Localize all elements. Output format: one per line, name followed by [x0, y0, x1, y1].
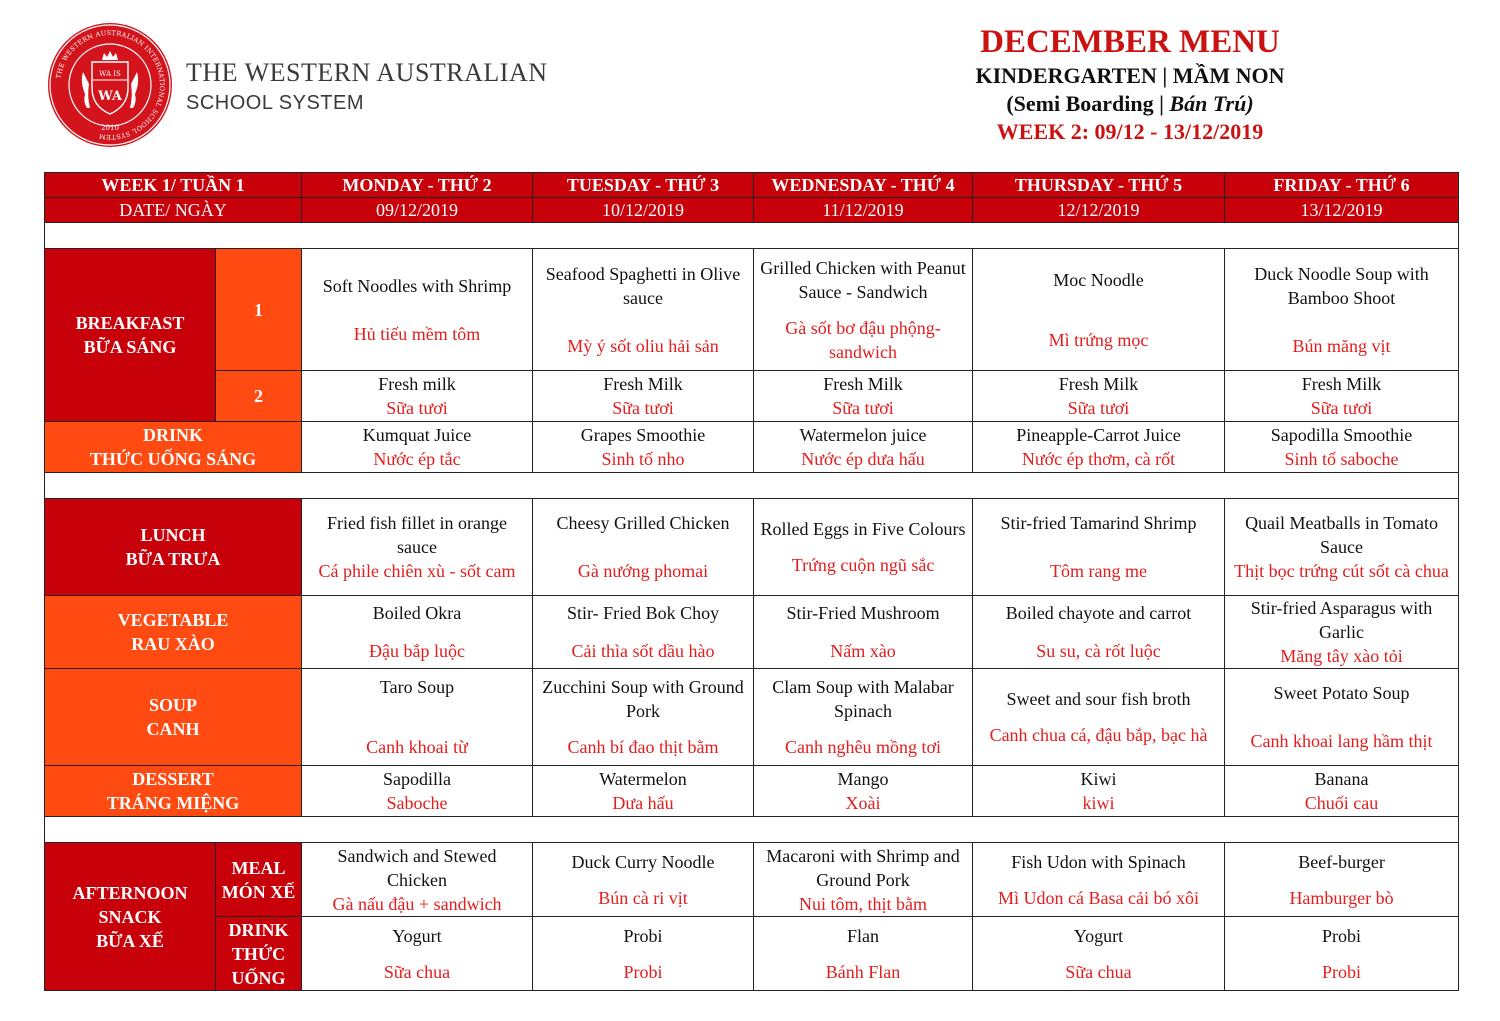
menu-cell — [302, 669, 533, 766]
dish-en: Boiled chayote and carrot — [1005, 603, 1192, 623]
menu-cell — [754, 766, 973, 817]
menu-cell — [1225, 499, 1459, 596]
dish-en: Probi — [1322, 925, 1362, 946]
menu-cell — [533, 249, 754, 371]
menu-cell — [973, 371, 1225, 422]
dish-en: Sandwich and Stewed Chicken — [337, 845, 497, 890]
menu-level: KINDERGARTEN | MẦM NON — [975, 63, 1285, 88]
school-name — [186, 58, 548, 116]
dish-vn: Gà nướng phomai — [577, 561, 709, 581]
dish-vn: kiwi — [1082, 793, 1115, 813]
boarding-label-italic: Bán Trú) — [1169, 91, 1254, 116]
dish-en: Fresh Milk — [1301, 374, 1382, 394]
logo-ring-text: THE WESTERN AUSTRALIAN INTERNATIONAL SCHOOL SYSTEM — [54, 28, 167, 142]
dish-vn: Cá phile chiên xù - sốt cam — [318, 561, 516, 581]
dish-en: Yogurt — [1073, 925, 1124, 946]
dish-vn: Sữa tươi — [1310, 398, 1373, 418]
menu-cell — [973, 596, 1225, 669]
dish-vn: Canh nghêu mồng tơi — [785, 737, 942, 757]
vegetable-row — [45, 596, 1459, 669]
snack-drink-label — [216, 917, 302, 991]
menu-boarding — [900, 90, 1360, 118]
dish-vn: Canh khoai lang hầm thịt — [1250, 731, 1433, 751]
dish-vn: Trứng cuộn ngũ sắc — [791, 555, 935, 575]
dish-en: Quail Meatballs in Tomato Sauce — [1245, 513, 1438, 557]
dish-vn: Mỳ ý sốt oliu hải sản — [567, 335, 719, 356]
dish-en: Duck Noodle Soup with Bamboo Shoot — [1254, 263, 1429, 308]
school-crest-icon — [47, 22, 173, 148]
menu-cell — [973, 422, 1225, 473]
dish-en: Sapodilla — [383, 769, 452, 789]
dish-vn: Sinh tố saboche — [1284, 449, 1399, 469]
logo-year: 2010 — [101, 124, 119, 132]
menu-cell — [533, 371, 754, 422]
dish-vn: Saboche — [386, 793, 448, 813]
lunch-row — [45, 499, 1459, 596]
breakfast-label-en: BREAKFAST — [75, 313, 185, 333]
day-header: THURSDAY - THỨ 5 — [973, 173, 1225, 198]
logo-shield-text: WA IS — [99, 70, 121, 78]
menu-cell — [302, 249, 533, 371]
menu-cell — [1225, 596, 1459, 669]
snack-drink-label-3: UỐNG — [231, 967, 286, 988]
menu-cell — [754, 499, 973, 596]
dish-vn: Nấm xào — [830, 641, 896, 661]
menu-cell — [754, 917, 973, 991]
day-header: MONDAY - THỨ 2 — [302, 173, 533, 198]
dish-vn: Sữa tươi — [386, 398, 448, 418]
day-header: WEDNESDAY - THỨ 4 — [754, 173, 973, 198]
drink-row — [45, 422, 1459, 473]
menu-cell — [1225, 669, 1459, 766]
menu-title: DECEMBER MENU — [980, 24, 1280, 60]
menu-cell — [1225, 249, 1459, 371]
snack-drink-label-1: DRINK — [228, 919, 289, 940]
school-logo — [47, 22, 173, 148]
dish-vn: Bánh Flan — [825, 961, 901, 982]
snack-label-1: AFTERNOON — [72, 882, 188, 903]
lunch-label-en: LUNCH — [140, 525, 206, 545]
dish-en: Zucchini Soup with Ground Pork — [542, 677, 744, 721]
dish-vn: Nước ép dưa hấu — [801, 449, 925, 469]
date-cell: 09/12/2019 — [302, 198, 533, 223]
dish-en: Banana — [1314, 769, 1369, 789]
menu-cell — [1225, 422, 1459, 473]
dish-en: Rolled Eggs in Five Colours — [760, 519, 966, 539]
menu-cell — [533, 917, 754, 991]
menu-cell — [302, 499, 533, 596]
dish-en: Stir-fried Tamarind Shrimp — [1000, 513, 1197, 533]
breakfast-sub-1: 1 — [216, 249, 302, 371]
menu-cell — [973, 843, 1225, 917]
snack-drink-label-2: THỨC — [231, 943, 286, 964]
menu-cell — [754, 669, 973, 766]
drink-label-en: DRINK — [143, 425, 204, 445]
boarding-label: (Semi Boarding | — [1006, 91, 1170, 116]
menu-cell — [973, 249, 1225, 371]
dish-en: Mango — [837, 769, 889, 789]
dish-en: Stir- Fried Bok Choy — [566, 603, 720, 623]
dessert-row — [45, 766, 1459, 817]
dish-vn: Sữa tươi — [612, 398, 674, 418]
dish-vn: Bún măng vịt — [1292, 335, 1391, 356]
school-name-line2: SCHOOL SYSTEM — [186, 92, 365, 114]
snack-meal-label-2: MÓN XẾ — [221, 881, 296, 902]
dessert-label-en: DESSERT — [132, 769, 214, 789]
menu-cell — [1225, 371, 1459, 422]
lunch-label-vn: BỮA TRƯA — [125, 549, 221, 569]
vegetable-label — [45, 596, 302, 669]
snack-meal-label-1: MEAL — [231, 857, 286, 878]
dish-en: Fresh Milk — [1058, 374, 1139, 394]
spacer-row — [45, 223, 1459, 249]
menu-cell — [302, 596, 533, 669]
day-header: FRIDAY - THỨ 6 — [1225, 173, 1459, 198]
dish-en: Fresh milk — [378, 374, 456, 394]
dish-vn: Măng tây xào tỏi — [1280, 646, 1403, 666]
spacer-cell — [45, 817, 1459, 843]
menu-cell — [302, 766, 533, 817]
dish-en: Watermelon — [599, 769, 687, 789]
menu-cell — [754, 596, 973, 669]
spacer-cell — [45, 223, 1459, 249]
menu-cell — [754, 422, 973, 473]
dish-en: Probi — [623, 925, 663, 946]
dish-en: Cheesy Grilled Chicken — [556, 513, 730, 533]
menu-cell — [754, 371, 973, 422]
menu-cell — [302, 371, 533, 422]
dish-en: Fresh Milk — [603, 374, 683, 394]
dish-vn: Hamburger bò — [1289, 887, 1394, 908]
dish-vn: Sữa tươi — [832, 398, 894, 418]
soup-label — [45, 669, 302, 766]
soup-label-vn: CANH — [146, 719, 200, 739]
spacer-cell — [45, 473, 1459, 499]
dish-en: Duck Curry Noodle — [571, 851, 715, 872]
dish-en: Stir-Fried Mushroom — [786, 603, 940, 623]
dish-en: Fried fish fillet in orange sauce — [327, 513, 507, 557]
menu-cell — [754, 249, 973, 371]
menu-cell — [973, 766, 1225, 817]
dish-en: Pineapple-Carrot Juice — [1016, 425, 1181, 445]
dish-en: Stir-fried Asparagus with Garlic — [1250, 598, 1433, 642]
dish-vn: Hủ tiếu mềm tôm — [353, 323, 481, 344]
menu-cell — [1225, 843, 1459, 917]
dish-vn: Gà sốt bơ đậu phộng- sandwich — [785, 317, 941, 362]
soup-row — [45, 669, 1459, 766]
dish-en: Fresh Milk — [823, 374, 903, 394]
dish-en: Taro Soup — [379, 677, 455, 697]
soup-label-en: SOUP — [149, 695, 198, 715]
dish-en: Kumquat Juice — [362, 425, 472, 445]
menu-cell — [973, 669, 1225, 766]
menu-cell — [302, 843, 533, 917]
breakfast-label-vn: BỮA SÁNG — [83, 337, 177, 357]
spacer-row — [45, 473, 1459, 499]
dish-en: Macaroni with Shrimp and Ground Pork — [766, 845, 960, 890]
dish-vn: Sinh tố nho — [601, 449, 685, 469]
dish-vn: Nước ép thơm, cà rốt — [1021, 449, 1176, 469]
dish-vn: Gà nấu đậu + sandwich — [332, 893, 502, 914]
dish-en: Fish Udon with Spinach — [1011, 851, 1186, 872]
dish-en: Watermelon juice — [799, 425, 927, 445]
dish-en: Boiled Okra — [372, 603, 462, 623]
dish-vn: Mì Udon cá Basa cải bó xôi — [998, 887, 1199, 908]
snack-meal-row — [45, 843, 1459, 917]
dish-vn: Sữa chua — [1065, 961, 1132, 982]
dish-vn: Canh bí đao thịt bằm — [567, 737, 719, 757]
dish-vn: Đậu bắp luộc — [369, 641, 465, 661]
dish-en: Yogurt — [392, 925, 442, 946]
dish-en: Sweet and sour fish broth — [1006, 689, 1191, 709]
day-header: TUESDAY - THỨ 3 — [533, 173, 754, 198]
dish-vn: Thịt bọc trứng cút sốt cà chua — [1234, 561, 1449, 581]
breakfast-row-2 — [45, 371, 1459, 422]
dish-en: Grilled Chicken with Peanut Sauce - Sandwich — [760, 257, 966, 302]
vegetable-label-en: VEGETABLE — [117, 610, 229, 630]
dish-vn: Cải thìa sốt dầu hào — [571, 641, 715, 661]
dish-vn: Probi — [623, 961, 663, 982]
date-cell: 13/12/2019 — [1225, 198, 1459, 223]
week-label: WEEK 1/ TUẦN 1 — [45, 173, 302, 198]
dish-vn: Chuối cau — [1304, 793, 1379, 813]
menu-cell — [754, 843, 973, 917]
lunch-label — [45, 499, 302, 596]
date-cell: 10/12/2019 — [533, 198, 754, 223]
logo-monogram: WA — [98, 89, 122, 104]
snack-label — [45, 843, 216, 991]
menu-cell — [302, 917, 533, 991]
menu-cell — [1225, 766, 1459, 817]
menu-cell — [533, 499, 754, 596]
dish-en: Seafood Spaghetti in Olive sauce — [545, 263, 741, 308]
snack-drink-row — [45, 917, 1459, 991]
dish-en: Sapodilla Smoothie — [1270, 425, 1413, 445]
dish-en: Sweet Potato Soup — [1273, 683, 1410, 703]
dessert-label-vn: TRÁNG MIỆNG — [106, 793, 240, 813]
snack-label-2: SNACK — [98, 906, 162, 927]
menu-header — [900, 22, 1360, 146]
snack-meal-label — [216, 843, 302, 917]
menu-week: WEEK 2: 09/12 - 13/12/2019 — [996, 119, 1264, 144]
dish-vn: Bún cà ri vịt — [598, 887, 688, 908]
menu-cell — [533, 766, 754, 817]
menu-cell — [533, 669, 754, 766]
dessert-label — [45, 766, 302, 817]
dish-en: Flan — [847, 925, 880, 946]
dish-vn: Mì trứng mọc — [1048, 329, 1149, 350]
menu-cell — [973, 499, 1225, 596]
breakfast-sub-2: 2 — [216, 371, 302, 422]
menu-cell — [302, 422, 533, 473]
drink-label — [45, 422, 302, 473]
menu-cell — [973, 917, 1225, 991]
vegetable-label-vn: RAU XÀO — [131, 634, 215, 654]
menu-table — [44, 172, 1459, 991]
snack-label-3: BỮA XẾ — [96, 930, 164, 951]
date-cell: 12/12/2019 — [973, 198, 1225, 223]
dish-en: Beef-burger — [1298, 851, 1385, 872]
drink-label-vn: THỨC UỐNG SÁNG — [89, 449, 257, 469]
dish-vn: Canh chua cá, đậu bắp, bạc hà — [989, 725, 1208, 745]
school-name-line1: THE WESTERN AUSTRALIAN — [186, 58, 548, 87]
breakfast-label — [45, 249, 216, 422]
dish-vn: Xoài — [845, 793, 881, 813]
dish-en: Clam Soup with Malabar Spinach — [772, 677, 954, 721]
dish-vn: Dưa hấu — [612, 793, 674, 813]
menu-cell — [1225, 917, 1459, 991]
dish-vn: Su su, cà rốt luộc — [1036, 641, 1161, 661]
dish-en: Kiwi — [1080, 769, 1117, 789]
dish-vn: Canh khoai từ — [366, 737, 468, 757]
menu-cell — [533, 843, 754, 917]
breakfast-row-1 — [45, 249, 1459, 371]
dish-en: Grapes Smoothie — [580, 425, 706, 445]
dish-en: Moc Noodle — [1053, 269, 1144, 290]
dish-vn: Sữa chua — [383, 961, 451, 982]
date-cell: 11/12/2019 — [754, 198, 973, 223]
spacer-row — [45, 817, 1459, 843]
dish-vn: Nui tôm, thịt bằm — [799, 893, 928, 914]
dish-vn: Probi — [1322, 961, 1362, 982]
dish-vn: Tôm rang me — [1050, 561, 1147, 581]
dish-vn: Nước ép tắc — [373, 449, 461, 469]
date-row — [45, 198, 1459, 223]
dish-en: Soft Noodles with Shrimp — [322, 275, 512, 296]
dish-vn: Sữa tươi — [1067, 398, 1130, 418]
menu-cell — [533, 596, 754, 669]
menu-cell — [533, 422, 754, 473]
date-label: DATE/ NGÀY — [45, 198, 302, 223]
day-header-row — [45, 173, 1459, 198]
